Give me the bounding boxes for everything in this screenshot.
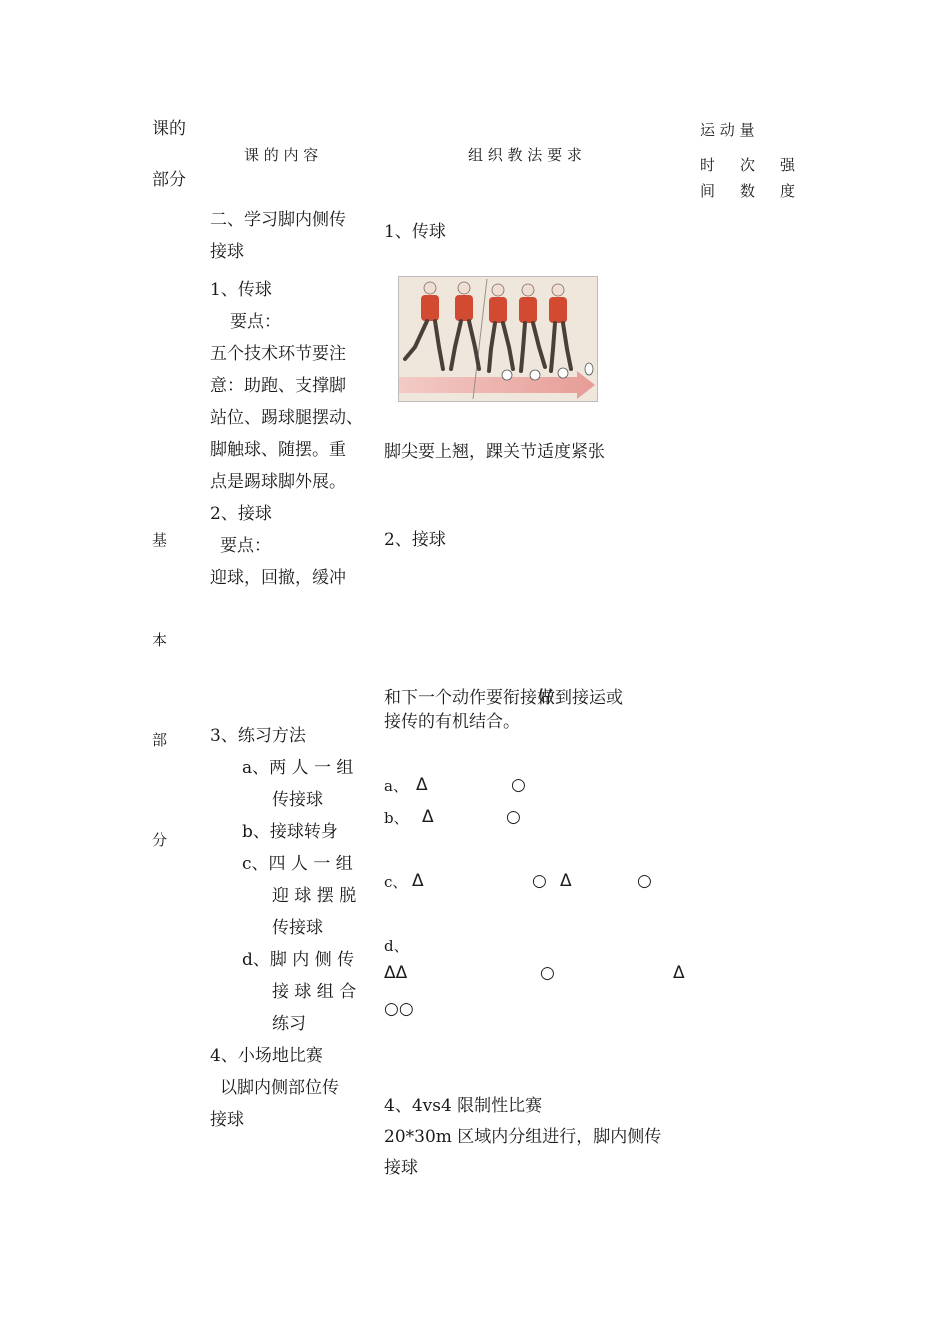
drill-d-double-circle-icon: ○○ — [384, 999, 414, 1019]
method-receive-note-1a: 和下一个动作要衔接好 — [384, 688, 554, 708]
count-header-top: 次 — [740, 156, 756, 174]
practice-d-2: 接 球 组 合 — [272, 982, 357, 1002]
intensity-header-bottom: 度 — [780, 182, 796, 200]
drill-c-triangle-icon-1: Δ — [412, 871, 424, 891]
soccer-kick-sequence-illustration — [398, 276, 598, 402]
receive-title: 2、接球 — [210, 504, 272, 524]
drill-c-label: c、 — [384, 873, 408, 891]
practice-a-1: a、两 人 一 组 — [242, 758, 354, 778]
receive-key: 要点： — [220, 536, 271, 556]
game-detail-1: 以脚内侧部位传 — [220, 1078, 339, 1098]
content-title-line1: 二、学习脚内侧传 — [210, 210, 346, 230]
practice-c-3: 传接球 — [272, 918, 323, 938]
drill-d-circle-icon: ○ — [540, 963, 555, 983]
method-pass-title: 1、传球 — [384, 222, 446, 242]
method-game-note-1: 20*30m 区域内分组进行，脚内侧传 — [384, 1127, 662, 1147]
method-receive-note-1 — [384, 688, 623, 708]
practice-column — [210, 720, 370, 1136]
content-title-line2: 接球 — [210, 242, 244, 262]
kick-sequence-icon — [399, 277, 597, 401]
part-header-top: 课的 — [152, 119, 186, 139]
pass-title: 1、传球 — [210, 280, 272, 300]
part-char-4: 分 — [152, 831, 168, 849]
time-header-bottom: 间 — [700, 182, 716, 200]
practice-d-3: 练习 — [272, 1014, 306, 1034]
drill-b-triangle-icon: Δ — [422, 807, 434, 827]
drill-a-triangle-icon: Δ — [416, 775, 428, 795]
drill-a-label: a、 — [384, 777, 408, 795]
pass-key: 要点： — [230, 312, 281, 332]
method-game-title: 4、4vs4 限制性比赛 — [384, 1096, 543, 1116]
practice-c-2: 迎 球 摆 脱 — [272, 886, 357, 906]
intensity-header-top: 强 — [780, 156, 796, 174]
practice-b: b、接球转身 — [242, 822, 338, 842]
method-game-note-2: 接球 — [384, 1158, 418, 1178]
drill-c-circle-icon-1: ○ — [532, 871, 547, 891]
game-title: 4、小场地比赛 — [210, 1046, 323, 1066]
part-char-2: 本 — [152, 631, 168, 649]
drill-c-triangle-icon-2: Δ — [560, 871, 572, 891]
count-header-bottom: 数 — [740, 182, 756, 200]
practice-c-1: c、四 人 一 组 — [242, 854, 353, 874]
method-receive-note-1b: 做到接运或 — [538, 688, 623, 708]
practice-d-1: d、脚 内 侧 传 — [242, 950, 355, 970]
pass-detail-1: 五个技术环节要注 — [210, 344, 346, 364]
part-header-bottom: 部分 — [152, 170, 186, 190]
drill-d-triangle-icon: Δ — [673, 963, 685, 983]
drill-d-label: d、 — [384, 937, 409, 955]
method-header: 组 织 教 法 要 求 — [468, 146, 582, 164]
method-pass-note: 脚尖要上翘，踝关节适度紧张 — [384, 442, 605, 462]
part-char-1: 基 — [152, 531, 168, 549]
receive-detail: 迎球，回撤，缓冲 — [210, 568, 346, 588]
drill-a-circle-icon: ○ — [511, 775, 526, 795]
part-char-3: 部 — [152, 731, 168, 749]
time-header-top: 时 — [700, 156, 716, 174]
content-column — [210, 204, 370, 594]
pass-detail-3: 站位、踢球腿摆动、 — [210, 408, 363, 428]
drill-b-label: b、 — [384, 809, 409, 827]
practice-title: 3、练习方法 — [210, 726, 306, 746]
practice-a-2: 传接球 — [272, 790, 323, 810]
method-receive-title: 2、接球 — [384, 530, 446, 550]
drill-c-circle-icon-2: ○ — [637, 871, 652, 891]
method-receive-note-2: 接传的有机结合。 — [384, 712, 520, 732]
pass-detail-5: 点是踢球脚外展。 — [210, 472, 346, 492]
pass-detail-2: 意：助跑、支撑脚 — [210, 376, 346, 396]
content-header: 课 的 内 容 — [244, 146, 319, 164]
pass-detail-4: 脚触球、随摆。重 — [210, 440, 346, 460]
game-detail-2: 接球 — [210, 1110, 244, 1130]
drill-b-circle-icon: ○ — [506, 807, 521, 827]
load-header: 运 动 量 — [700, 121, 755, 139]
drill-d-double-triangle-icon: ΔΔ — [384, 963, 408, 983]
